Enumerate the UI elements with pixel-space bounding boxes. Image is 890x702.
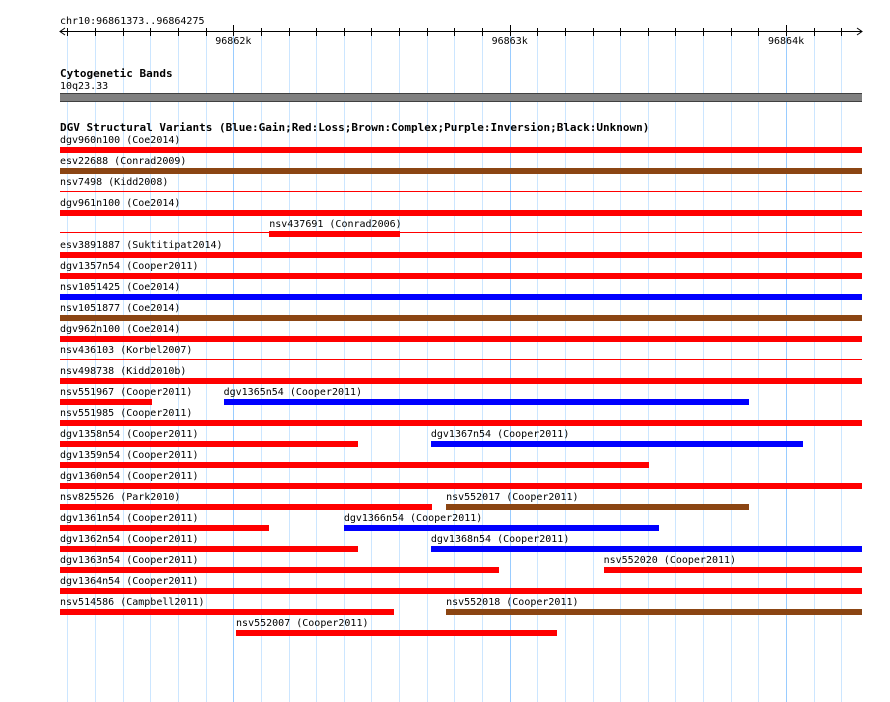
sv-feature-label[interactable]: nsv552017 (Cooper2011) [446,492,579,503]
sv-feature-bar[interactable] [60,420,862,426]
sv-feature-label[interactable]: dgv1368n54 (Cooper2011) [430,534,570,545]
sv-feature-bar[interactable] [224,399,749,405]
sv-feature-label[interactable]: dgv1359n54 (Cooper2011) [60,450,199,461]
sv-feature-bar[interactable] [60,336,862,342]
ruler-tick-label: 96864k [768,36,805,47]
sv-feature-bar[interactable] [60,399,152,405]
sv-feature-label[interactable]: dgv1366n54 (Cooper2011) [343,513,483,524]
sv-feature-label[interactable]: dgv1357n54 (Cooper2011) [60,261,199,272]
sv-feature-bar[interactable] [60,483,862,489]
cytoband-track-title: Cytogenetic Bands [60,67,173,80]
sv-feature-bar[interactable] [60,609,394,615]
sv-feature-label[interactable]: dgv1358n54 (Cooper2011) [60,429,199,440]
sv-feature-label[interactable]: nsv1051877 (Coe2014) [60,303,181,314]
sv-feature-bar[interactable] [60,462,649,468]
sv-feature-label[interactable]: nsv514586 (Campbell2011) [60,597,205,608]
sv-feature-bar[interactable] [269,231,400,237]
cytoband-label: 10q23.33 [60,81,109,92]
sv-feature-bar[interactable] [60,441,358,447]
dgv-track-title: DGV Structural Variants (Blue:Gain;Red:Loss;Brown:Complex;Purple:Inversion;Black:Unknown) [60,121,650,134]
sv-feature-label[interactable]: dgv1360n54 (Cooper2011) [60,471,199,482]
sv-feature-label[interactable]: dgv960n100 (Coe2014) [60,135,181,146]
sv-feature-label[interactable]: dgv1363n54 (Cooper2011) [60,555,199,566]
sv-feature-bar[interactable] [60,168,862,174]
sv-feature-bar[interactable] [60,147,862,153]
sv-feature-bar[interactable] [431,546,862,552]
sv-feature-label[interactable]: dgv1367n54 (Cooper2011) [430,429,570,440]
sv-feature-bar[interactable] [604,567,862,573]
sv-feature-label[interactable]: dgv1364n54 (Cooper2011) [60,576,199,587]
sv-feature-bar[interactable] [60,273,862,279]
sv-feature-bar[interactable] [60,546,358,552]
sv-feature-label[interactable]: dgv1365n54 (Cooper2011) [223,387,363,398]
sv-feature-bar[interactable] [60,378,862,384]
sv-feature-label[interactable]: dgv962n100 (Coe2014) [60,324,181,335]
sv-feature-label[interactable]: nsv552007 (Cooper2011) [236,618,369,629]
sv-feature-baseline [60,232,862,233]
cytoband-bar[interactable] [60,93,862,102]
sv-feature-label[interactable]: nsv437691 (Conrad2006) [269,219,402,230]
sv-feature-bar[interactable] [446,609,862,615]
sv-feature-bar[interactable] [431,441,803,447]
sv-feature-label[interactable]: dgv961n100 (Coe2014) [60,198,181,209]
sv-feature-label[interactable]: nsv552018 (Cooper2011) [446,597,579,608]
sv-feature-label[interactable]: esv22688 (Conrad2009) [60,156,187,167]
sv-feature-label[interactable]: nsv7498 (Kidd2008) [60,177,169,188]
ruler-range-label: chr10:96861373..96864275 [60,16,205,27]
sv-feature-label[interactable]: nsv436103 (Korbel2007) [60,345,193,356]
sv-feature-label[interactable]: dgv1362n54 (Cooper2011) [60,534,199,545]
sv-feature-label[interactable]: nsv552020 (Cooper2011) [603,555,737,566]
sv-feature-bar[interactable] [344,525,659,531]
sv-feature-label[interactable]: nsv498738 (Kidd2010b) [60,366,187,377]
sv-feature-label[interactable]: nsv551985 (Cooper2011) [60,408,193,419]
sv-feature-bar[interactable] [60,294,862,300]
ruler-tick-label: 96862k [215,36,252,47]
sv-feature-label[interactable]: nsv825526 (Park2010) [60,492,181,503]
sv-feature-bar[interactable] [60,210,862,216]
sv-feature-label[interactable]: dgv1361n54 (Cooper2011) [60,513,199,524]
sv-feature-bar[interactable] [60,252,862,258]
sv-feature-bar[interactable] [60,567,499,573]
sv-feature-bar[interactable] [60,359,862,360]
sv-feature-bar[interactable] [446,504,749,510]
ruler-tick-label: 96863k [491,36,528,47]
sv-feature-bar[interactable] [60,588,862,594]
sv-feature-bar[interactable] [60,191,862,192]
sv-feature-label[interactable]: nsv551967 (Cooper2011) [60,387,193,398]
sv-feature-bar[interactable] [236,630,557,636]
sv-feature-label[interactable]: esv3891887 (Suktitipat2014) [60,240,223,251]
sv-feature-label[interactable]: nsv1051425 (Coe2014) [60,282,181,293]
sv-feature-bar[interactable] [60,525,269,531]
sv-feature-bar[interactable] [60,315,862,321]
sv-feature-bar[interactable] [60,504,432,510]
